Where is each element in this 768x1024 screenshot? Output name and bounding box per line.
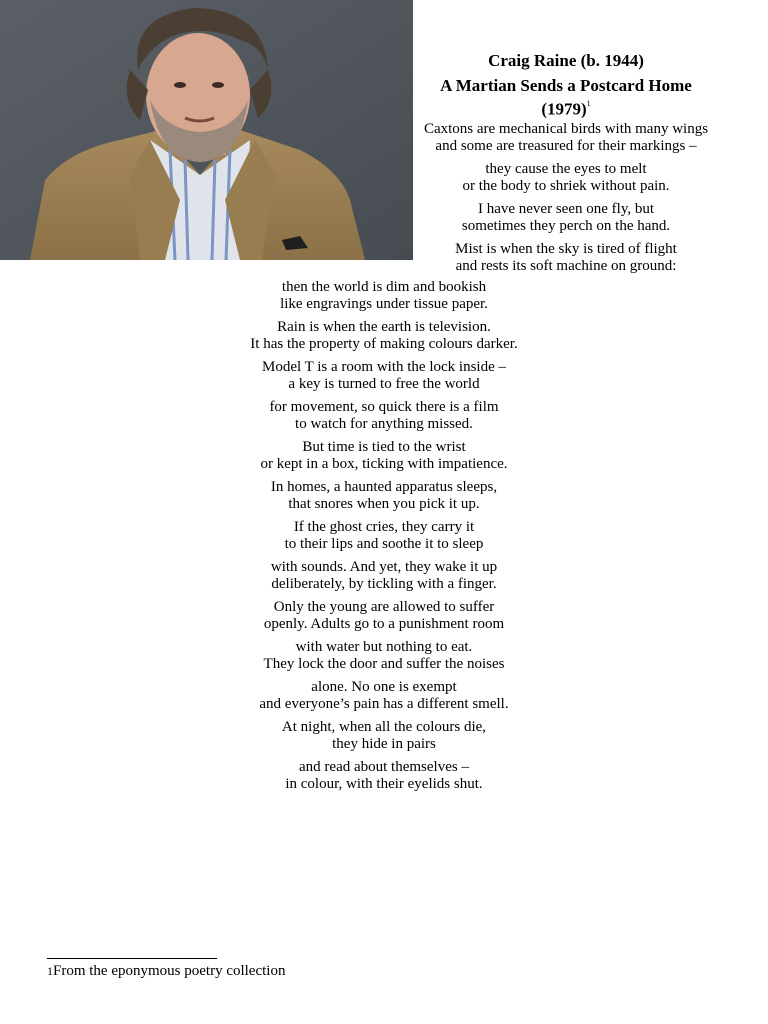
poem-line: to their lips and soothe it to sleep	[284, 536, 484, 552]
poem-line: or the body to shriek without pain.	[462, 178, 670, 194]
stanza	[184, 359, 584, 393]
stanza	[184, 319, 584, 353]
stanza	[416, 241, 716, 275]
footnote	[47, 963, 285, 980]
stanza	[184, 599, 584, 633]
poem-line: Rain is when the earth is television.	[277, 319, 491, 335]
stanzas-beside-photo	[416, 121, 716, 281]
poem-line: Mist is when the sky is tired of flight	[455, 241, 677, 257]
poem-header	[416, 48, 716, 126]
poem-line: Only the young are allowed to suffer	[273, 599, 495, 615]
stanza	[184, 719, 584, 753]
poem-line: It has the property of making colours darker.	[250, 336, 518, 352]
footnote-text: From the eponymous poetry collection	[53, 963, 286, 979]
poem-line: then the world is dim and bookish	[281, 279, 487, 295]
stanza	[184, 439, 584, 473]
author-portrait-photo	[0, 0, 413, 260]
poem-line: or kept in a box, ticking with impatience.	[260, 456, 508, 472]
poem-line: that snores when you pick it up.	[288, 496, 480, 512]
stanza	[184, 399, 584, 433]
poem-line: and some are treasured for their markings –	[435, 138, 697, 154]
stanza	[184, 759, 584, 793]
poem-line: to watch for anything missed.	[295, 416, 473, 432]
poem-title-text: A Martian Sends a Postcard Home (1979)	[440, 76, 692, 119]
footnote-reference: 1	[586, 99, 591, 108]
poem-line: a key is turned to free the world	[288, 376, 480, 392]
poem-line: like engravings under tissue paper.	[280, 296, 488, 312]
poem-line: deliberately, by tickling with a finger.	[271, 576, 497, 592]
poem-line: and rests its soft machine on ground:	[455, 258, 677, 274]
poem-line: with sounds. And yet, they wake it up	[270, 559, 498, 575]
stanzas-main	[184, 279, 584, 799]
poem-line: If the ghost cries, they carry it	[293, 519, 475, 535]
author-heading: Craig Raine (b. 1944)	[488, 51, 644, 70]
poem-line: with water but nothing to eat.	[295, 639, 473, 655]
stanza	[184, 679, 584, 713]
footnote-divider	[47, 958, 217, 959]
poem-line: alone. No one is exempt	[311, 679, 457, 695]
stanza	[184, 279, 584, 313]
poem-title	[416, 76, 716, 120]
poem-line: But time is tied to the wrist	[302, 439, 466, 455]
poem-line: In homes, a haunted apparatus sleeps,	[270, 479, 498, 495]
poem-line: they hide in pairs	[332, 736, 436, 752]
poem-line: for movement, so quick there is a film	[269, 399, 499, 415]
poem-line: sometimes they perch on the hand.	[461, 218, 671, 234]
stanza	[416, 201, 716, 235]
stanza	[184, 479, 584, 513]
poem-line: Caxtons are mechanical birds with many wings	[423, 121, 709, 137]
poem-line: Model T is a room with the lock inside –	[261, 359, 506, 375]
stanza	[416, 161, 716, 195]
poem-line: openly. Adults go to a punishment room	[263, 616, 505, 632]
stanza	[416, 121, 716, 155]
poem-line: in colour, with their eyelids shut.	[285, 776, 483, 792]
stanza	[184, 559, 584, 593]
poem-line: At night, when all the colours die,	[281, 719, 487, 735]
poem-line: they cause the eyes to melt	[485, 161, 647, 177]
stanza	[184, 639, 584, 673]
poem-line: and read about themselves –	[299, 759, 469, 775]
poem-line: I have never seen one fly, but	[477, 201, 655, 217]
stanza	[184, 519, 584, 553]
poem-line: They lock the door and suffer the noises	[263, 656, 505, 672]
poem-line: and everyone’s pain has a different smell.	[259, 696, 509, 712]
footnote-number: 1	[47, 964, 53, 978]
